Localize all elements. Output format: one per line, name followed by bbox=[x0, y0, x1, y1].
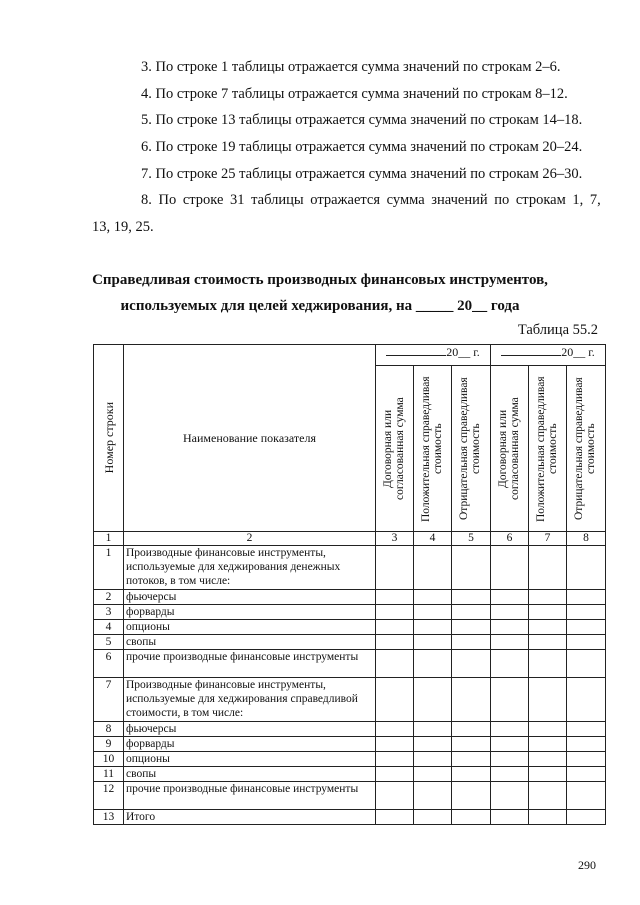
value-cell bbox=[414, 752, 452, 767]
value-cell bbox=[529, 590, 567, 605]
value-cell bbox=[414, 722, 452, 737]
value-cell bbox=[376, 782, 414, 810]
value-cell bbox=[452, 678, 491, 722]
value-cell bbox=[491, 590, 529, 605]
value-cell bbox=[414, 810, 452, 825]
table-row bbox=[94, 767, 606, 782]
value-cell bbox=[491, 546, 529, 590]
column-number: 7 bbox=[529, 532, 567, 546]
row-label: свопы bbox=[124, 635, 376, 650]
row-label: свопы bbox=[124, 767, 376, 782]
value-cell bbox=[452, 590, 491, 605]
table-label: Таблица 55.2 bbox=[517, 322, 598, 338]
table-row bbox=[94, 810, 606, 825]
value-cell bbox=[414, 635, 452, 650]
value-cell bbox=[376, 737, 414, 752]
value-cell bbox=[491, 620, 529, 635]
paragraph-7: 7. По строке 25 таблицы отражается сумма значений по строкам 26–30. bbox=[141, 166, 583, 182]
value-cell bbox=[376, 722, 414, 737]
value-cell bbox=[529, 810, 567, 825]
header-contract-amount-1: Договорная или согласованная сумма bbox=[376, 366, 414, 532]
value-cell bbox=[529, 767, 567, 782]
value-cell bbox=[376, 752, 414, 767]
table-row bbox=[94, 737, 606, 752]
value-cell bbox=[491, 635, 529, 650]
row-label: фьючерсы bbox=[124, 590, 376, 605]
value-cell bbox=[491, 767, 529, 782]
value-cell bbox=[491, 782, 529, 810]
value-cell bbox=[414, 737, 452, 752]
paragraph-4: 4. По строке 7 таблицы отражается сумма значений по строкам 8–12. bbox=[141, 86, 568, 102]
value-cell bbox=[414, 678, 452, 722]
header-positive-fair-value-1: Положительная справедливая стоимость bbox=[414, 366, 452, 532]
column-number: 6 bbox=[491, 532, 529, 546]
value-cell bbox=[414, 620, 452, 635]
value-cell bbox=[529, 722, 567, 737]
value-cell bbox=[567, 620, 606, 635]
page-number: 290 bbox=[578, 858, 596, 872]
row-number: 3 bbox=[94, 605, 124, 620]
value-cell bbox=[567, 752, 606, 767]
value-cell bbox=[376, 546, 414, 590]
value-cell bbox=[567, 590, 606, 605]
row-number: 4 bbox=[94, 620, 124, 635]
value-cell bbox=[567, 635, 606, 650]
data-table bbox=[93, 344, 606, 825]
row-number: 11 bbox=[94, 767, 124, 782]
value-cell bbox=[376, 810, 414, 825]
value-cell bbox=[414, 546, 452, 590]
value-cell bbox=[452, 722, 491, 737]
value-cell bbox=[376, 590, 414, 605]
row-label: форварды bbox=[124, 605, 376, 620]
value-cell bbox=[529, 650, 567, 678]
value-cell bbox=[567, 767, 606, 782]
value-cell bbox=[529, 782, 567, 810]
value-cell bbox=[567, 722, 606, 737]
value-cell bbox=[376, 635, 414, 650]
row-number: 13 bbox=[94, 810, 124, 825]
row-number: 2 bbox=[94, 590, 124, 605]
table-row bbox=[94, 722, 606, 737]
row-label: прочие производные финансовые инструменты bbox=[124, 782, 376, 810]
row-label: опционы bbox=[124, 752, 376, 767]
row-label: опционы bbox=[124, 620, 376, 635]
value-cell bbox=[567, 678, 606, 722]
row-number: 6 bbox=[94, 650, 124, 678]
table-row bbox=[94, 678, 606, 722]
paragraph-3: 3. По строке 1 таблицы отражается сумма значений по строкам 2–6. bbox=[141, 59, 561, 75]
value-cell bbox=[529, 635, 567, 650]
row-label: форварды bbox=[124, 737, 376, 752]
header-negative-fair-value-2: Отрицательная справедливая стоимость bbox=[567, 366, 606, 532]
value-cell bbox=[414, 650, 452, 678]
row-number: 8 bbox=[94, 722, 124, 737]
header-row-number: Номер строки bbox=[94, 345, 124, 532]
value-cell bbox=[529, 678, 567, 722]
row-number: 9 bbox=[94, 737, 124, 752]
value-cell bbox=[414, 782, 452, 810]
paragraph-8: 8. По строке 31 таблицы отражается сумма значений по строкам 1, 7, bbox=[141, 192, 601, 208]
paragraph-6: 6. По строке 19 таблицы отражается сумма значений по строкам 20–24. bbox=[141, 139, 583, 155]
value-cell bbox=[414, 605, 452, 620]
column-number: 3 bbox=[376, 532, 414, 546]
value-cell bbox=[452, 767, 491, 782]
value-cell bbox=[491, 810, 529, 825]
table-row bbox=[94, 635, 606, 650]
row-number: 1 bbox=[94, 546, 124, 590]
value-cell bbox=[529, 620, 567, 635]
value-cell bbox=[376, 620, 414, 635]
header-contract-amount-2: Договорная или согласованная сумма bbox=[491, 366, 529, 532]
value-cell bbox=[491, 605, 529, 620]
row-number: 10 bbox=[94, 752, 124, 767]
table-row bbox=[94, 590, 606, 605]
header-year-period-1: 20__ г. bbox=[376, 345, 491, 366]
row-label: фьючерсы bbox=[124, 722, 376, 737]
row-number: 5 bbox=[94, 635, 124, 650]
table-row bbox=[94, 620, 606, 635]
table-row bbox=[94, 752, 606, 767]
value-cell bbox=[491, 650, 529, 678]
header-negative-fair-value-1: Отрицательная справедливая стоимость bbox=[452, 366, 491, 532]
value-cell bbox=[452, 650, 491, 678]
value-cell bbox=[491, 737, 529, 752]
column-number: 5 bbox=[452, 532, 491, 546]
value-cell bbox=[376, 678, 414, 722]
value-cell bbox=[376, 605, 414, 620]
row-label: Производные финансовые инструменты, используемые для хеджирования справедливой стоимости, в том числе: bbox=[124, 678, 376, 722]
table-title-line-2: используемых для целей хеджирования, на _____ 20__ года bbox=[120, 298, 520, 314]
column-number: 1 bbox=[94, 532, 124, 546]
column-number: 8 bbox=[567, 532, 606, 546]
value-cell bbox=[452, 635, 491, 650]
value-cell bbox=[452, 605, 491, 620]
row-label: Итого bbox=[124, 810, 376, 825]
table-row bbox=[94, 546, 606, 590]
column-number: 2 bbox=[124, 532, 376, 546]
value-cell bbox=[491, 722, 529, 737]
value-cell bbox=[529, 546, 567, 590]
value-cell bbox=[529, 605, 567, 620]
column-number: 4 bbox=[414, 532, 452, 546]
value-cell bbox=[567, 605, 606, 620]
value-cell bbox=[567, 650, 606, 678]
value-cell bbox=[452, 752, 491, 767]
table-title-line-1: Справедливая стоимость производных финансовых инструментов, bbox=[92, 272, 548, 288]
paragraph-5: 5. По строке 13 таблицы отражается сумма значений по строкам 14–18. bbox=[141, 112, 583, 128]
value-cell bbox=[529, 737, 567, 752]
row-number: 7 bbox=[94, 678, 124, 722]
value-cell bbox=[376, 650, 414, 678]
row-label: прочие производные финансовые инструменты bbox=[124, 650, 376, 678]
value-cell bbox=[491, 678, 529, 722]
header-indicator-name: Наименование показателя bbox=[124, 345, 376, 532]
value-cell bbox=[376, 767, 414, 782]
value-cell bbox=[414, 590, 452, 605]
value-cell bbox=[567, 782, 606, 810]
value-cell bbox=[567, 737, 606, 752]
row-label: Производные финансовые инструменты, используемые для хеджирования денежных потоков, в том числе: bbox=[124, 546, 376, 590]
value-cell bbox=[452, 620, 491, 635]
header-year-period-2: 20__ г. bbox=[491, 345, 606, 366]
value-cell bbox=[567, 810, 606, 825]
value-cell bbox=[452, 810, 491, 825]
table-row bbox=[94, 605, 606, 620]
header-positive-fair-value-2: Положительная справедливая стоимость bbox=[529, 366, 567, 532]
value-cell bbox=[452, 737, 491, 752]
paragraph-8-continued: 13, 19, 25. bbox=[92, 219, 154, 235]
value-cell bbox=[452, 546, 491, 590]
value-cell bbox=[529, 752, 567, 767]
table-row bbox=[94, 782, 606, 810]
value-cell bbox=[452, 782, 491, 810]
value-cell bbox=[414, 767, 452, 782]
table-row bbox=[94, 650, 606, 678]
value-cell bbox=[567, 546, 606, 590]
row-number: 12 bbox=[94, 782, 124, 810]
value-cell bbox=[491, 752, 529, 767]
